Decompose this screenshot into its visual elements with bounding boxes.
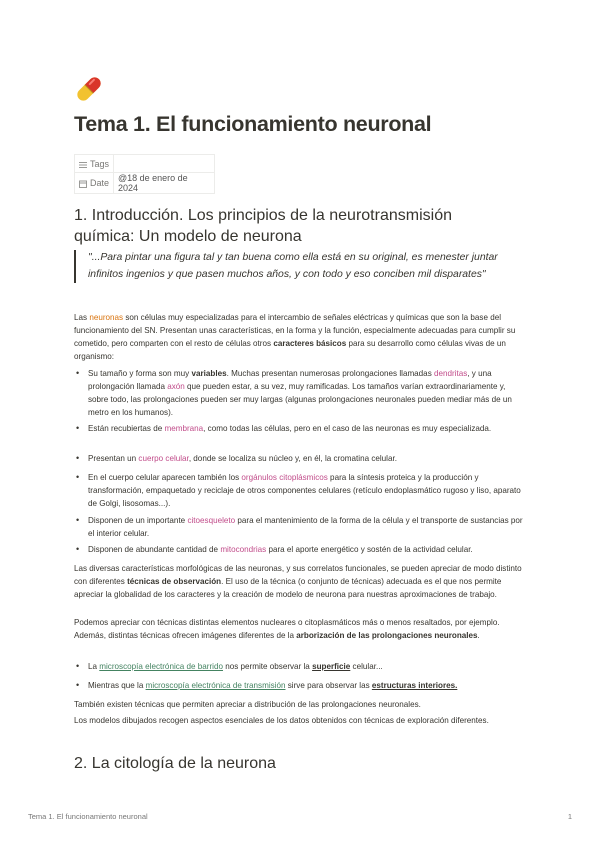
list-item: • Están recubiertas de membrana, como todas las células, pero en el caso de las neuronas es muy especializada.	[74, 422, 526, 435]
link-microscopia-barrido[interactable]: microscopía electrónica de barrido	[99, 662, 223, 671]
property-value-tags[interactable]	[114, 155, 215, 173]
properties-table	[74, 154, 215, 194]
list-item: • Presentan un cuerpo celular, donde se localiza su núcleo y, en él, la cromatina celular.	[74, 452, 526, 465]
property-value-date[interactable]: @18 de enero de 2024	[114, 173, 215, 194]
list-item: • Su tamaño y forma son muy variables. Muchas presentan numerosas prolongaciones llamadas dendritas, y una prolongación llamada axón que pueden estar, a su vez, muy ramificadas. Los tamaños varían extraordinariamente y, sobre todo, las prolongaciones pueden ser muy largas (algunas prolongaciones neuronales pueden mediar más de un metro en los humanos).	[74, 367, 526, 419]
property-key-date: Date	[90, 178, 110, 188]
section-heading-citologia: 2. La citología de la neurona	[74, 755, 276, 772]
list-item: • En el cuerpo celular aparecen también los orgánulos citoplásmicos para la síntesis proteica y la producción y transformación, empaquetado y reciclaje de otros componentes celulares (retículo endoplasmático rugoso y liso, aparato de Golgi, lisosomas...).	[74, 471, 526, 510]
list-item: • La microscopía electrónica de barrido nos permite observar la superficie celular...	[74, 660, 526, 673]
paragraph-distribucion: También existen técnicas que permiten apreciar a distribución de las prolongaciones neuronales.	[74, 700, 421, 709]
blockquote: "...Para pintar una figura tal y tan buena como ella está en su original, es menester juntar infinitos ingenios y que pasen muchos años, y con todo y eso conciben mil disparates"	[74, 250, 524, 283]
paragraph-modelos: Los modelos dibujados recogen aspectos esenciales de los datos obtenidos con técnicas de exploración diferentes.	[74, 716, 489, 725]
property-key-tags: Tags	[90, 158, 110, 169]
paragraph-neuronas: Las neuronas son células muy especializadas para el intercambio de señales eléctricas y químicas que son la base del funcionamiento del SN. Presentan unas características, en la forma y la función, especialmente adecuadas para cumplir su cometido, pero comparten con el resto de células otros caracteres básicos para su desarrollo como células vivas de un organismo:	[74, 313, 516, 362]
list-item: • Disponen de un importante citoesqueleto para el mantenimiento de la forma de la célula y el transporte de sustancias por el interior celular.	[74, 514, 526, 540]
paragraph-tecnicas: Las diversas características morfológicas de las neuronas, y sus correlatos funcionales, se pueden apreciar de modo distinto con diferentes técnicas de observación. El uso de la técnica (o conjunto de técnicas) adecuada es el que nos permite apreciar la globalidad de los caracteres y la creación de modelo de neurona para nuestras aproximaciones de trabajo.	[74, 564, 522, 600]
calendar-icon	[79, 180, 87, 188]
link-microscopia-transmision[interactable]: microscopía electrónica de transmisión	[145, 681, 286, 690]
paragraph-arborizacion: Podemos apreciar con técnicas distintas elementos nucleares o citoplasmáticos más o menos resaltados, por ejemplo. Además, distintas técnicas ofrecen imágenes diferentes de la arborización de las prolongaciones neuronales.	[74, 618, 500, 641]
list-icon	[79, 161, 87, 169]
list-item: • Mientras que la microscopía electrónica de transmisión sirve para observar las estructuras interiores.	[74, 679, 526, 692]
footer-title: Tema 1. El funcionamiento neuronal	[28, 812, 148, 821]
section-heading-introduccion: 1. Introducción. Los principios de la neurotransmisión química: Un modelo de neurona	[74, 207, 452, 245]
page-number: 1	[567, 812, 572, 821]
list-item: • Disponen de abundante cantidad de mitocondrias para el aporte energético y sostén de la actividad celular.	[74, 543, 526, 556]
page-title: Tema 1. El funcionamiento neuronal	[74, 112, 432, 136]
pill-icon	[74, 74, 104, 104]
property-row-date	[75, 173, 215, 194]
property-row-tags	[75, 155, 215, 173]
